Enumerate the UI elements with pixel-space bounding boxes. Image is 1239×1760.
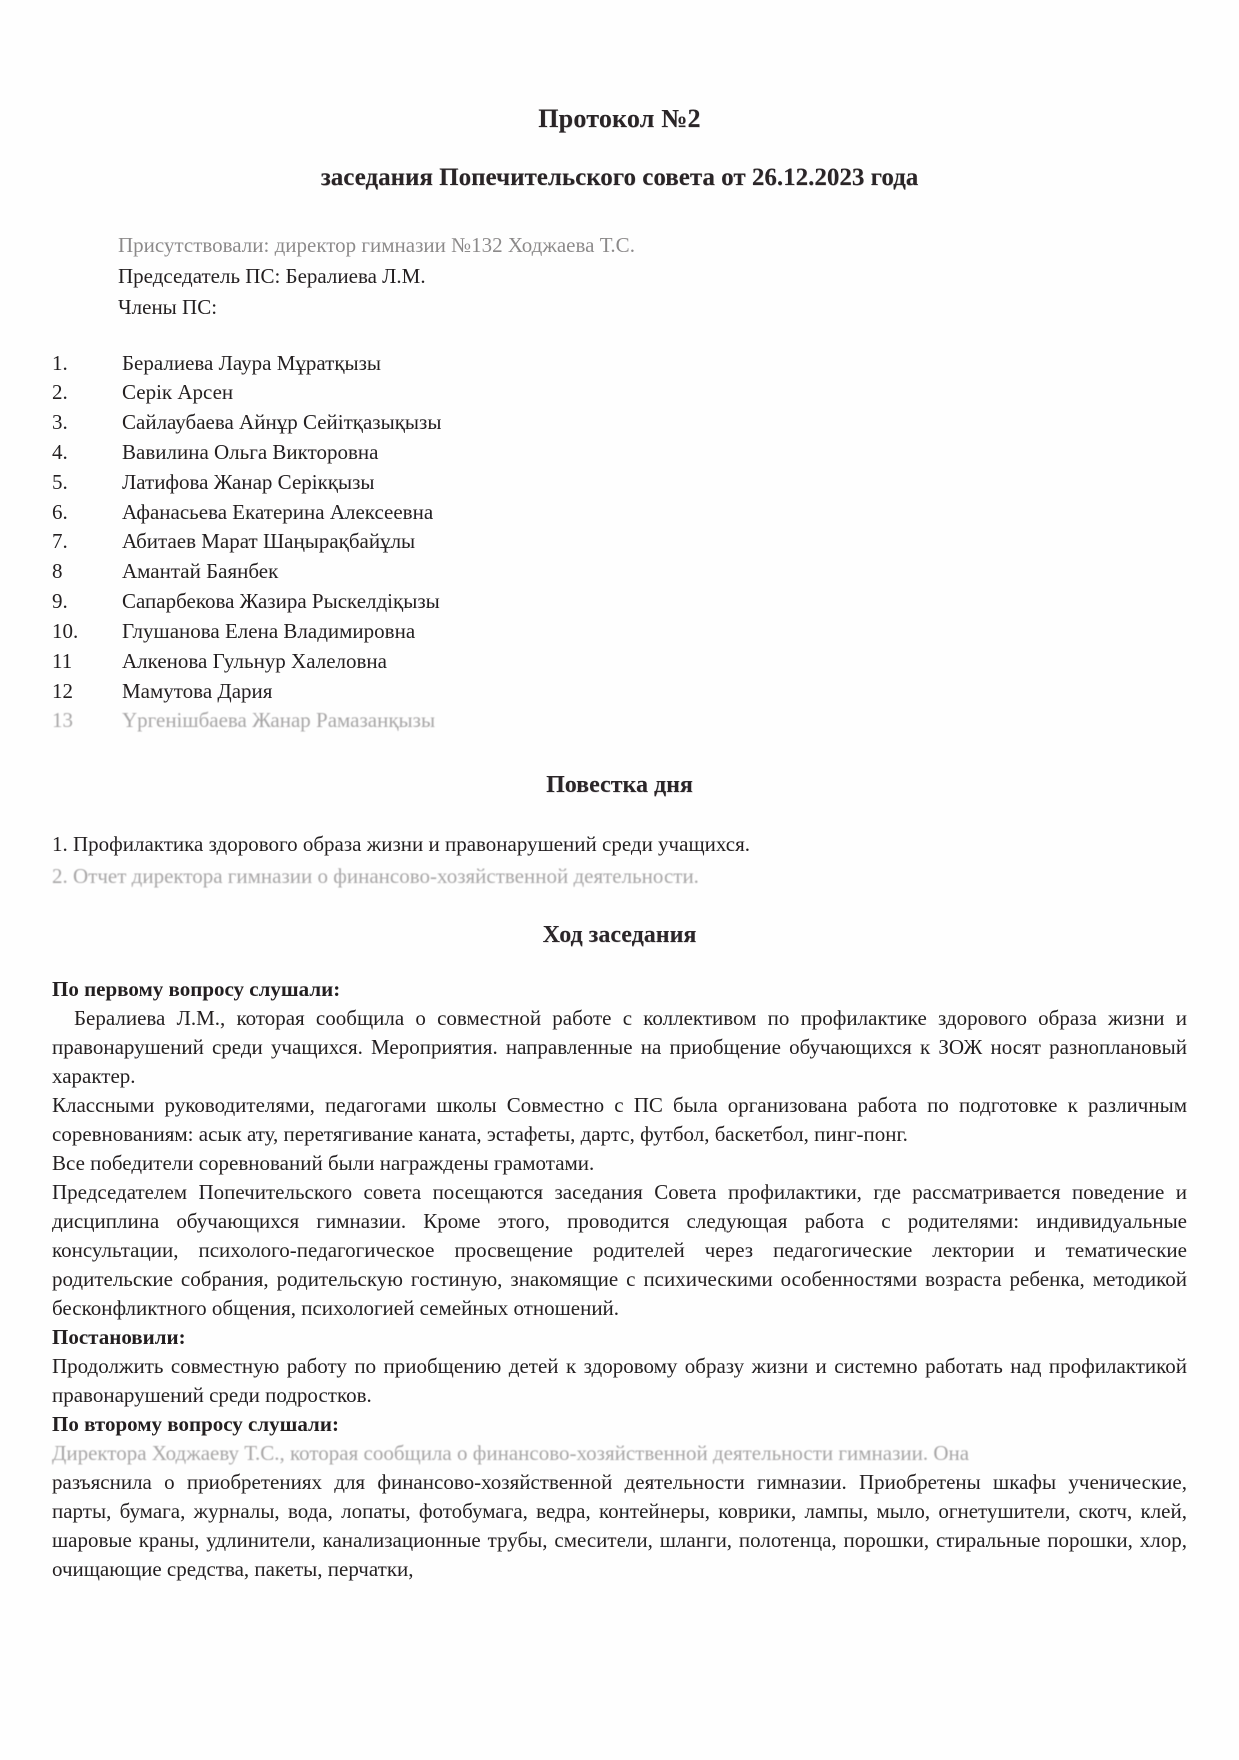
list-item <box>0 438 1239 468</box>
list-item-label: Сапарбекова Жазира Рыскелдіқызы <box>122 589 440 614</box>
list-item <box>0 587 1239 617</box>
list-item <box>0 706 1239 736</box>
page-title: Протокол №2 <box>538 104 701 133</box>
first-question-paragraph-1: Бералиева Л.М., которая сообщила о совместной работе с коллективом по профилактике здорового образа жизни и правонарушений среди учащихся. Мероприятия. направленные на приобщение обучающихся к ЗОЖ носят разноплановый характер. <box>52 1006 1187 1089</box>
first-question-label: По первому вопросу слушали: <box>52 977 341 1002</box>
list-item-number: 8 <box>52 559 63 584</box>
second-question-paragraph-faded: Директора Ходжаеву Т.С., которая сообщила о финансово-хозяйственной деятельности гимназии. Она <box>52 1440 970 1465</box>
proceedings-body <box>0 949 1239 1583</box>
list-item-label: Сайлаубаева Айнұр Сейітқазықызы <box>122 410 442 435</box>
list-item-label: Абитаев Марат Шаңырақбайұлы <box>122 529 416 554</box>
list-item <box>0 527 1239 557</box>
list-item-number: 7. <box>52 529 68 554</box>
proceedings-section <box>0 892 1239 1583</box>
list-item <box>0 349 1239 379</box>
first-question-paragraph-4: Председателем Попечительского совета посещаются заседания Совета профилактики, где рассматривается поведение и дисциплина обучающихся гимназии. Кроме этого, проводится следующая работа с родителями: индивидуальные консультации, психолого-педагогическое просвещение родителей через педагогические лектории и тематические родительские собрания, родительскую гостиную, знакомящие с психическими особенностями возраста ребенка, методикой бесконфликтного общения, психологией семейных отношений. <box>52 1179 1187 1320</box>
list-item-number: 4. <box>52 440 68 465</box>
list-item-label: Латифова Жанар Серікқызы <box>122 469 375 494</box>
second-question-paragraph-rest: разъяснила о приобретениях для финансово-хозяйственной деятельности гимназии. Приобретены шкафы ученические, парты, бумага, журналы, вода, лопаты, фотобумага, ведра, контейнеры, коврики, лампы, мыло, огнетушители, скотч, клей, шаровые краны, удлинители, канализационные трубы, смесители, шланги, полотенца, порошки, стиральные порошки, хлор, очищающие средства, пакеты, перчатки, <box>52 1469 1187 1581</box>
attendees-present-line: Присутствовали: директор гимназии №132 Ходжаева Т.С. <box>118 233 635 257</box>
list-item <box>0 677 1239 707</box>
list-item-label: Вавилина Ольга Викторовна <box>122 440 379 465</box>
attendees-members-label: Члены ПС: <box>118 294 218 319</box>
list-item-number: 12 <box>52 678 73 703</box>
list-item <box>0 378 1239 408</box>
agenda-heading: Повестка дня <box>546 772 693 799</box>
list-item-number: 11 <box>52 648 73 673</box>
list-item-number: 6. <box>52 499 68 524</box>
list-item <box>0 617 1239 647</box>
list-item-number: 9. <box>52 589 68 614</box>
list-item-number: 10. <box>52 618 79 643</box>
list-item-label: Бералиева Лаура Мұратқызы <box>122 350 382 375</box>
list-item <box>0 498 1239 528</box>
resolved-label: Постановили: <box>52 1324 186 1349</box>
list-item-label: Үргенішбаева Жанар Рамазанқызы <box>122 708 436 733</box>
list-item <box>0 408 1239 438</box>
agenda-item: 2. Отчет директора гимназии о финансово-хозяйственной деятельности. <box>52 863 699 888</box>
first-question-paragraph-2: Классными руководителями, педагогами школы Совместно с ПС была организована работа по подготовке к различным соревнованиям: асык ату, перетягивание каната, эстафеты, дартс, футбол, баскетбол, пинг-понг. <box>52 1093 1187 1146</box>
agenda-item: 1. Профилактика здорового образа жизни и правонарушений среди учащихся. <box>52 832 750 857</box>
agenda-list <box>0 799 1239 892</box>
list-item-number: 3. <box>52 410 68 435</box>
list-item-number: 5. <box>52 469 68 494</box>
list-item-label: Глушанова Елена Владимировна <box>122 618 416 643</box>
list-item-label: Мамутова Дария <box>122 678 273 703</box>
list-item-label: Серік Арсен <box>122 380 234 405</box>
attendees-chair-line: Председатель ПС: Бералиева Л.М. <box>118 263 426 288</box>
resolved-text: Продолжить совместную работу по приобщению детей к здоровому образу жизни и системно работать над профилактикой правонарушений среди подростков. <box>52 1353 1187 1407</box>
first-question-paragraph-3: Все победители соревнований были награждены грамотами. <box>52 1150 595 1175</box>
list-item-label: Амантай Баянбек <box>122 559 279 584</box>
list-item-label: Афанасьева Екатерина Алексеевна <box>122 499 434 524</box>
list-item <box>0 468 1239 498</box>
proceedings-heading: Ход заседания <box>542 922 697 949</box>
list-item-label: Алкенова Гульнур Халеловна <box>122 648 387 673</box>
attendees-block <box>0 192 1239 323</box>
agenda-section <box>0 736 1239 892</box>
members-list <box>0 323 1239 737</box>
list-item-number: 13 <box>52 708 73 733</box>
second-question-label: По второму вопросу слушали: <box>52 1411 339 1436</box>
document-subtitle: заседания Попечительского совета от 26.12.2023 года <box>320 164 919 191</box>
list-item <box>0 557 1239 587</box>
list-item-number: 1. <box>52 350 68 375</box>
list-item-number: 2. <box>52 380 68 405</box>
list-item <box>0 647 1239 677</box>
